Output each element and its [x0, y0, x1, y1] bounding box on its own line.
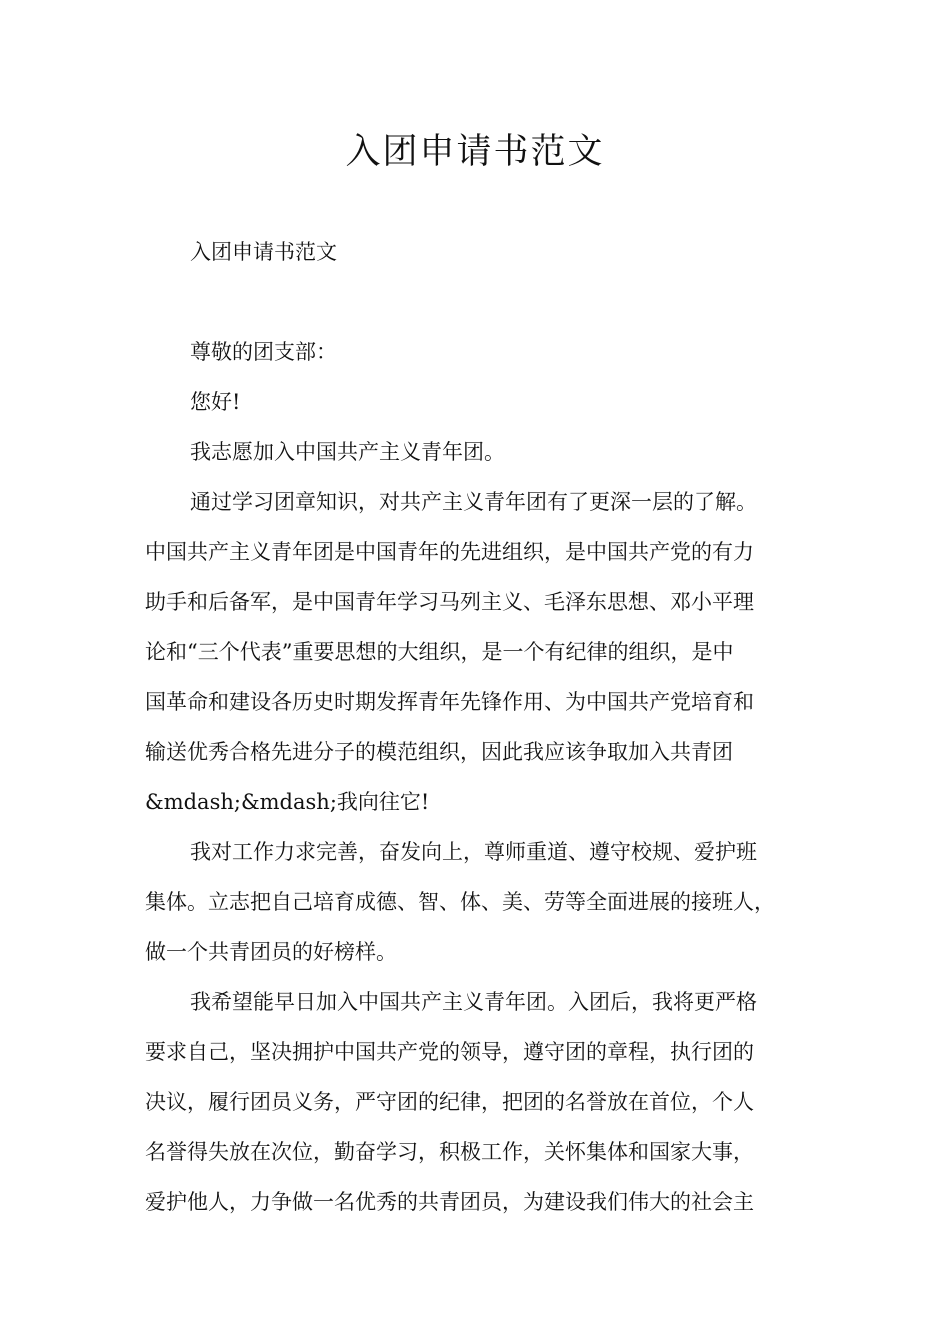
paragraph-line: 输送优秀合格先进分子的模范组织，因此我应该争取加入共青团	[145, 740, 733, 764]
salutation-line: 尊敬的团支部：	[190, 340, 337, 364]
paragraph-line: 决议，履行团员义务，严守团的纪律，把团的名誉放在首位，个人	[145, 1090, 754, 1114]
paragraph-line: 要求自己，坚决拥护中国共产党的领导，遵守团的章程，执行团的	[145, 1040, 754, 1064]
greeting-line: 您好!	[190, 390, 241, 414]
paragraph-line: &mdash;&mdash;我向往它!	[145, 790, 430, 814]
paragraph-line: 做一个共青团员的好榜样。	[145, 940, 397, 964]
paragraph-line: 中国共产主义青年团是中国青年的先进组织，是中国共产党的有力	[145, 540, 754, 564]
paragraph-line: 国革命和建设各历史时期发挥青年先锋作用、为中国共产党培育和	[145, 690, 754, 714]
paragraph-line: 我志愿加入中国共产主义青年团。	[190, 440, 505, 464]
paragraph-line: 我希望能早日加入中国共产主义青年团。入团后，我将更严格	[190, 990, 757, 1014]
paragraph-line: 集体。立志把自己培育成德、智、体、美、劳等全面进展的接班人，	[145, 890, 775, 914]
blank-line	[145, 277, 815, 327]
paragraph-line: 我对工作力求完善，奋发向上，尊师重道、遵守校规、爱护班	[190, 840, 757, 864]
paragraph-line: 名誉得失放在次位，勤奋学习，积极工作，关怀集体和国家大事，	[145, 1140, 754, 1164]
document-title: 入团申请书范文	[345, 132, 605, 172]
paragraph-line: 助手和后备军，是中国青年学习马列主义、毛泽东思想、邓小平理	[145, 590, 754, 614]
paragraph-line: 爱护他人，力争做一名优秀的共青团员，为建设我们伟大的社会主	[145, 1190, 754, 1214]
paragraph-line: 通过学习团章知识，对共产主义青年团有了更深一层的了解。	[190, 490, 757, 514]
paragraph-line: 论和“三个代表”重要思想的大组织，是一个有纪律的组织，是中	[145, 640, 734, 664]
subtitle-line: 入团申请书范文	[190, 240, 337, 264]
document-body	[145, 227, 815, 1227]
